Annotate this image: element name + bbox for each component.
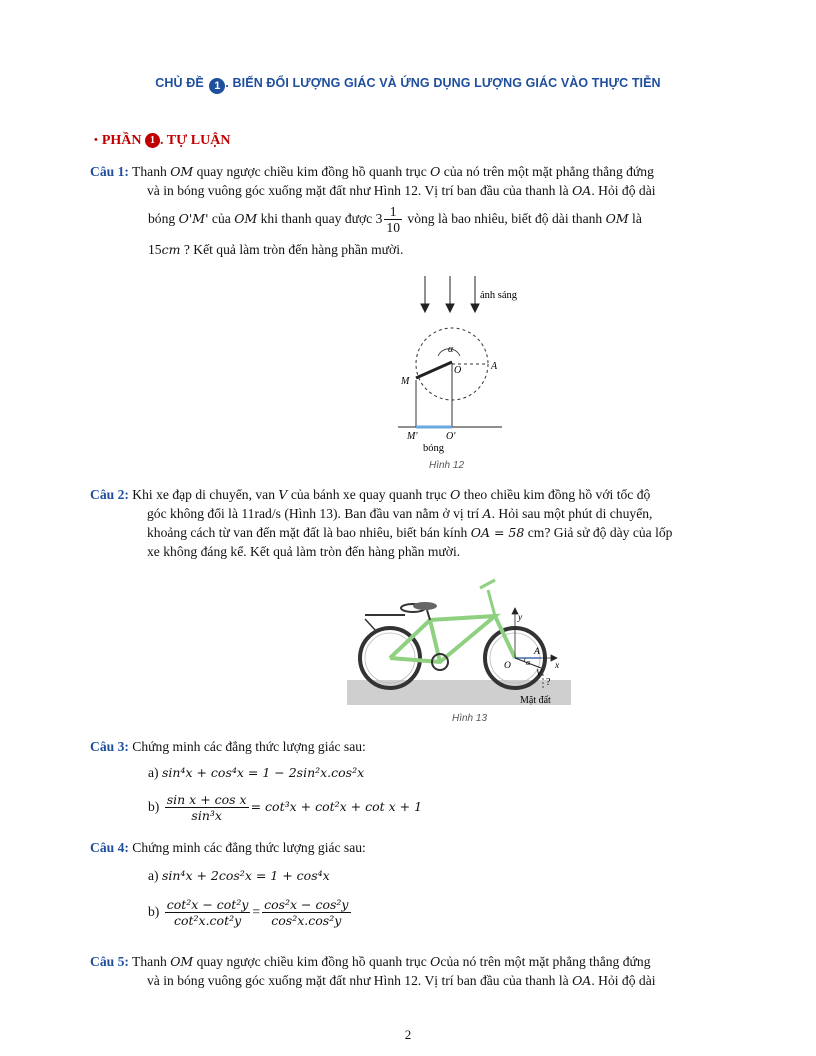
q4-b-equals: = — [252, 904, 261, 920]
point-a-label: A — [491, 361, 498, 372]
q2-o: O — [450, 487, 461, 502]
q3-a-equation: sin⁴x + cos⁴x = 1 − 2sin²x.cos²x — [161, 765, 365, 780]
question-4 — [90, 838, 366, 857]
question-1-label: Câu 1: — [90, 164, 129, 179]
q2-speed-unit: rad/s — [254, 506, 281, 521]
q1-frac-num: 1 — [384, 205, 402, 220]
q3-b-den: sin³x — [191, 808, 222, 823]
part-number-badge: 1 — [145, 133, 160, 148]
q1-text-1: Thanh — [128, 164, 171, 179]
q2-text-8: cm? Giả sử độ dày của lốp — [524, 525, 673, 540]
figure-12 — [390, 272, 550, 472]
q4-b-label: b) — [148, 904, 160, 920]
q1-text-3: của nó trên một mặt phẳng thẳng đứng — [440, 164, 654, 179]
q4-b-fraction-1 — [165, 898, 251, 928]
figure-12-caption: Hình 12 — [429, 460, 465, 471]
q3-b-label: b) — [148, 799, 160, 815]
axis-x-label: x — [555, 661, 560, 671]
rod-om — [416, 362, 452, 378]
question-4-label: Câu 4: — [90, 840, 129, 855]
fig13-alpha-label: α — [526, 658, 531, 667]
q3-b-fraction — [165, 793, 249, 823]
q5-oa: OA — [572, 973, 592, 988]
q2-v: V — [278, 487, 288, 502]
q1-text-9: vòng là bao nhiêu, biết độ dài thanh — [404, 211, 606, 227]
q1-om-2: OM — [234, 211, 258, 227]
chapter-heading — [0, 76, 816, 94]
q2-text-7: khoảng cách từ van đến mặt đất là bao nhiêu, biết bán kính — [147, 525, 471, 540]
q3-text: Chứng minh các đẳng thức lượng giác sau: — [128, 739, 366, 754]
part-bullet: • — [94, 134, 98, 146]
q4-b-den-2: cos²x.cos²y — [271, 913, 342, 928]
q4-part-a — [148, 868, 330, 884]
q2-text-2: của bánh xe quay quanh trục — [287, 487, 451, 502]
q1-text-7: của — [208, 211, 235, 227]
part-heading — [94, 133, 230, 149]
chapter-title: . BIẾN ĐỔI LƯỢNG GIÁC VÀ ỨNG DỤNG LƯỢNG GIÁC VÀO THỰC TIỄN — [225, 76, 661, 90]
ground-label: Mặt đất — [520, 695, 551, 706]
part-title: . TỰ LUẬN — [160, 133, 231, 148]
q4-b-fraction-2 — [262, 898, 350, 928]
alpha-label: α — [448, 344, 454, 355]
q1-fraction — [384, 205, 402, 235]
q3-b-rhs: = cot³x + cot²x + cot x + 1 — [250, 799, 423, 815]
question-2-label: Câu 2: — [90, 487, 129, 502]
question-3-label: Câu 3: — [90, 739, 129, 754]
figure-13 — [345, 570, 575, 710]
point-op-label: O' — [446, 431, 456, 442]
q1-text-4: và in bóng vuông góc xuống mặt đất như Hình 12. Vị trí ban đầu của thanh là — [147, 183, 573, 198]
q1-text-5: . Hỏi độ dài — [591, 183, 656, 198]
q2-text-1: Khi xe đạp di chuyển, van — [128, 487, 279, 502]
bicycle — [360, 580, 545, 688]
chapter-prefix: CHỦ ĐỀ — [155, 76, 204, 90]
q4-part-b — [148, 898, 353, 928]
question-5 — [90, 952, 656, 990]
q2-text-4: góc không đổi là — [147, 506, 242, 521]
question-1 — [90, 162, 656, 200]
q1-text-6: bóng — [148, 211, 179, 227]
q1-om-3: OM — [605, 211, 629, 227]
q5-text-3: của nó trên một mặt phẳng thẳng đứng — [440, 954, 651, 969]
q2-text-6: . Hỏi sau một phút di chuyển, — [491, 506, 653, 521]
chapter-number-badge: 1 — [209, 78, 225, 94]
q1-text-8: khi thanh quay được — [257, 211, 376, 227]
fig13-v-label: V — [536, 669, 542, 679]
q1-omp: O'M' — [178, 211, 209, 227]
q1-o: O — [430, 164, 441, 179]
q1-text-11: ? Kết quả làm tròn đến hàng phần mười. — [180, 242, 404, 257]
fig13-o-label: O — [504, 661, 511, 671]
part-prefix: PHẦN — [101, 133, 142, 148]
q1-om: OM — [170, 164, 194, 179]
q4-text: Chứng minh các đẳng thức lượng giác sau: — [128, 840, 366, 855]
q4-b-num-1: cot²x − cot²y — [166, 897, 249, 912]
point-mp-label: M' — [407, 431, 418, 442]
q1-frac-den: 10 — [386, 220, 400, 235]
q5-text-1: Thanh — [128, 954, 171, 969]
q2-speed: 11 — [241, 506, 255, 521]
page-number: 2 — [404, 1027, 412, 1042]
q1-mixed-whole: 3 — [375, 211, 383, 227]
q3-part-a — [148, 765, 364, 781]
light-label: ánh sáng — [480, 290, 518, 301]
q1-text-2: quay ngược chiều kim đồng hồ quanh trục — [193, 164, 431, 179]
q5-text-4: và in bóng vuông góc xuống mặt đất như Hình 12. Vị trí ban đầu của thanh là — [147, 973, 573, 988]
figure-13-caption: Hình 13 — [452, 713, 488, 724]
q4-a-label: a) — [148, 868, 159, 883]
question-3 — [90, 737, 366, 756]
point-m-label: M — [401, 376, 410, 387]
light-arrows — [421, 276, 479, 312]
fig13-height-label: ? — [546, 677, 551, 688]
q1-len-unit: cm — [161, 242, 181, 257]
question-2 — [90, 485, 672, 561]
fig13-a-label: A — [534, 647, 540, 657]
saddle — [413, 602, 437, 610]
q2-a: A — [482, 506, 492, 521]
q1-line-3 — [148, 205, 642, 235]
q1-oa: OA — [572, 183, 592, 198]
q1-len-val: 15 — [148, 242, 162, 257]
q4-b-den-1: cot²x.cot²y — [173, 913, 242, 928]
q2-text-9: xe không đáng kể. Kết quả làm tròn đến hàng phần mười. — [147, 544, 461, 559]
axis-y-label: y — [518, 613, 523, 623]
point-o-label: O — [454, 365, 462, 376]
handlebar — [480, 580, 495, 588]
q1-text-10: là — [628, 211, 642, 227]
q5-text-5: . Hỏi độ dài — [591, 973, 656, 988]
shadow-label: bóng — [423, 443, 444, 454]
q3-a-label: a) — [148, 765, 159, 780]
q3-part-b — [148, 793, 422, 823]
q5-text-2: quay ngược chiều kim đồng hồ quanh trục — [193, 954, 431, 969]
q5-o: O — [430, 954, 441, 969]
q2-oa-eq: OA = 58 — [470, 525, 525, 540]
q2-text-5: (Hình 13). Ban đầu van nằm ở vị trí — [280, 506, 483, 521]
q4-a-equation: sin⁴x + 2cos²x = 1 + cos⁴x — [161, 868, 330, 883]
q3-b-num: sin x + cos x — [166, 792, 247, 807]
question-5-label: Câu 5: — [90, 954, 129, 969]
q4-b-num-2: cos²x − cos²y — [264, 897, 349, 912]
q2-text-3: theo chiều kim đồng hồ với tốc độ — [460, 487, 651, 502]
q5-om: OM — [170, 954, 194, 969]
q1-line-4 — [148, 242, 403, 258]
